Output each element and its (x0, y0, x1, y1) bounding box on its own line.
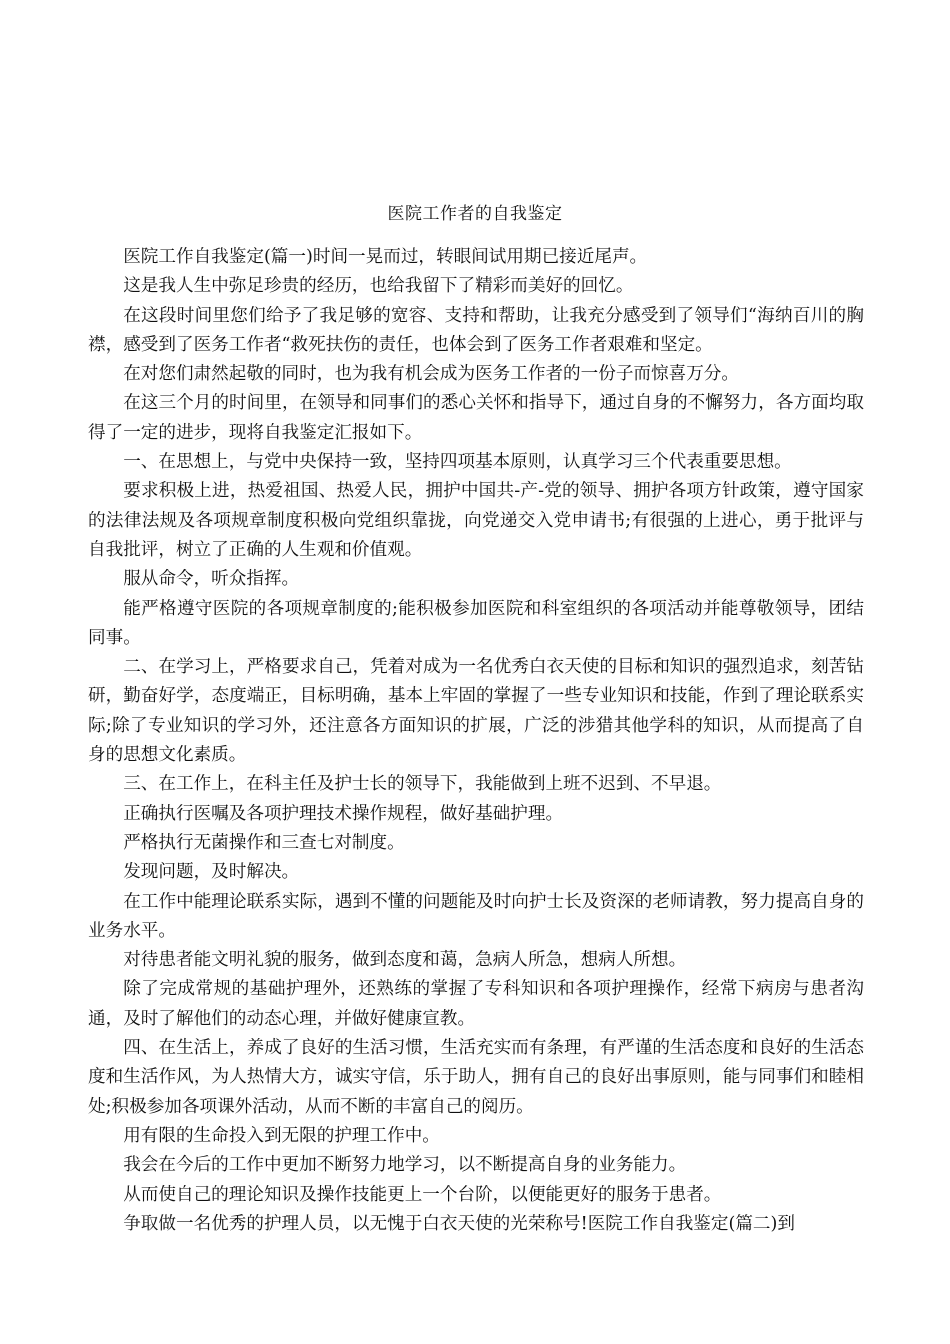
paragraph: 对待患者能文明礼貌的服务，做到态度和蔼，急病人所急，想病人所想。 (123, 950, 687, 971)
paragraph: 在工作中能理论联系实际，遇到不懂的问题能及时向护士长及资深的老师请教，努力提高自身的业务水平。 (88, 891, 864, 941)
paragraph: 一、在思想上，与党中央保持一致，坚持四项基本原则，认真学习三个代表重要思想。 (123, 452, 792, 473)
paragraph: 在对您们肃然起敬的同时，也为我有机会成为医务工作者的一份子而惊喜万分。 (123, 364, 739, 385)
paragraph: 用有限的生命投入到无限的护理工作中。 (123, 1125, 440, 1146)
paragraph: 在这三个月的时间里，在领导和同事们的悉心关怀和指导下，通过自身的不懈努力，各方面均取得了一定的进步，现将自我鉴定汇报如下。 (88, 393, 864, 443)
paragraph: 医院工作自我鉴定(篇一)时间一晃而过，转眼间试用期已接近尾声。 (123, 247, 648, 267)
paragraph: 要求积极上进，热爱祖国、热爱人民，拥护中国共-产-党的领导、拥护各项方针政策，遵守国家的法律法规及各项规章制度积极向党组织靠拢，向党递交入党申请书;有很强的上进心，勇于批评与自我批评，树立了正确的人生观和价值观。 (88, 481, 864, 560)
paragraph: 争取做一名优秀的护理人员，以无愧于白衣天使的光荣称号!医院工作自我鉴定(篇二)到 (123, 1213, 795, 1234)
paragraph: 从而使自己的理论知识及操作技能更上一个台阶，以便能更好的服务于患者。 (123, 1184, 722, 1205)
paragraph: 能严格遵守医院的各项规章制度的;能积极参加医院和科室组织的各项活动并能尊敬领导，团结同事。 (88, 598, 864, 648)
paragraph: 严格执行无菌操作和三查七对制度。 (123, 832, 405, 853)
paragraph: 发现问题，及时解决。 (123, 862, 300, 883)
paragraph: 除了完成常规的基础护理外，还熟练的掌握了专科知识和各项护理操作，经常下病房与患者沟通，及时了解他们的动态心理，并做好健康宣教。 (88, 979, 864, 1029)
paragraph: 在这段时间里您们给予了我足够的宽容、支持和帮助，让我充分感受到了领导们“海纳百川的胸襟，感受到了医务工作者“救死扶伤的责任，也体会到了医务工作者艰难和坚定。 (88, 305, 864, 355)
paragraph: 这是我人生中弥足珍贵的经历，也给我留下了精彩而美好的回忆。 (123, 276, 634, 297)
document-title: 医院工作者的自我鉴定 (387, 204, 563, 224)
paragraph: 二、在学习上，严格要求自己，凭着对成为一名优秀白衣天使的目标和知识的强烈追求，刻苦钻研，勤奋好学，态度端正，目标明确，基本上牢固的掌握了一些专业知识和技能，作到了理论联系实际;除了专业知识的学习外，还注意各方面知识的扩展，广泛的涉猎其他学科的知识，从而提高了自身的思想文化素质。 (88, 657, 864, 766)
paragraph: 正确执行医嘱及各项护理技术操作规程，做好基础护理。 (123, 803, 564, 824)
paragraph: 三、在工作上，在科主任及护士长的领导下，我能做到上班不迟到、不早退。 (123, 774, 722, 795)
document-body (88, 243, 864, 1239)
paragraph: 我会在今后的工作中更加不断努力地学习，以不断提高自身的业务能力。 (123, 1155, 687, 1176)
paragraph: 服从命令，听众指挥。 (123, 569, 300, 590)
paragraph: 四、在生活上，养成了良好的生活习惯，生活充实而有条理，有严谨的生活态度和良好的生活态度和生活作风，为人热情大方，诚实守信，乐于助人，拥有自己的良好出事原则，能与同事们和睦相处;积极参加各项课外活动，从而不断的丰富自己的阅历。 (88, 1038, 864, 1117)
